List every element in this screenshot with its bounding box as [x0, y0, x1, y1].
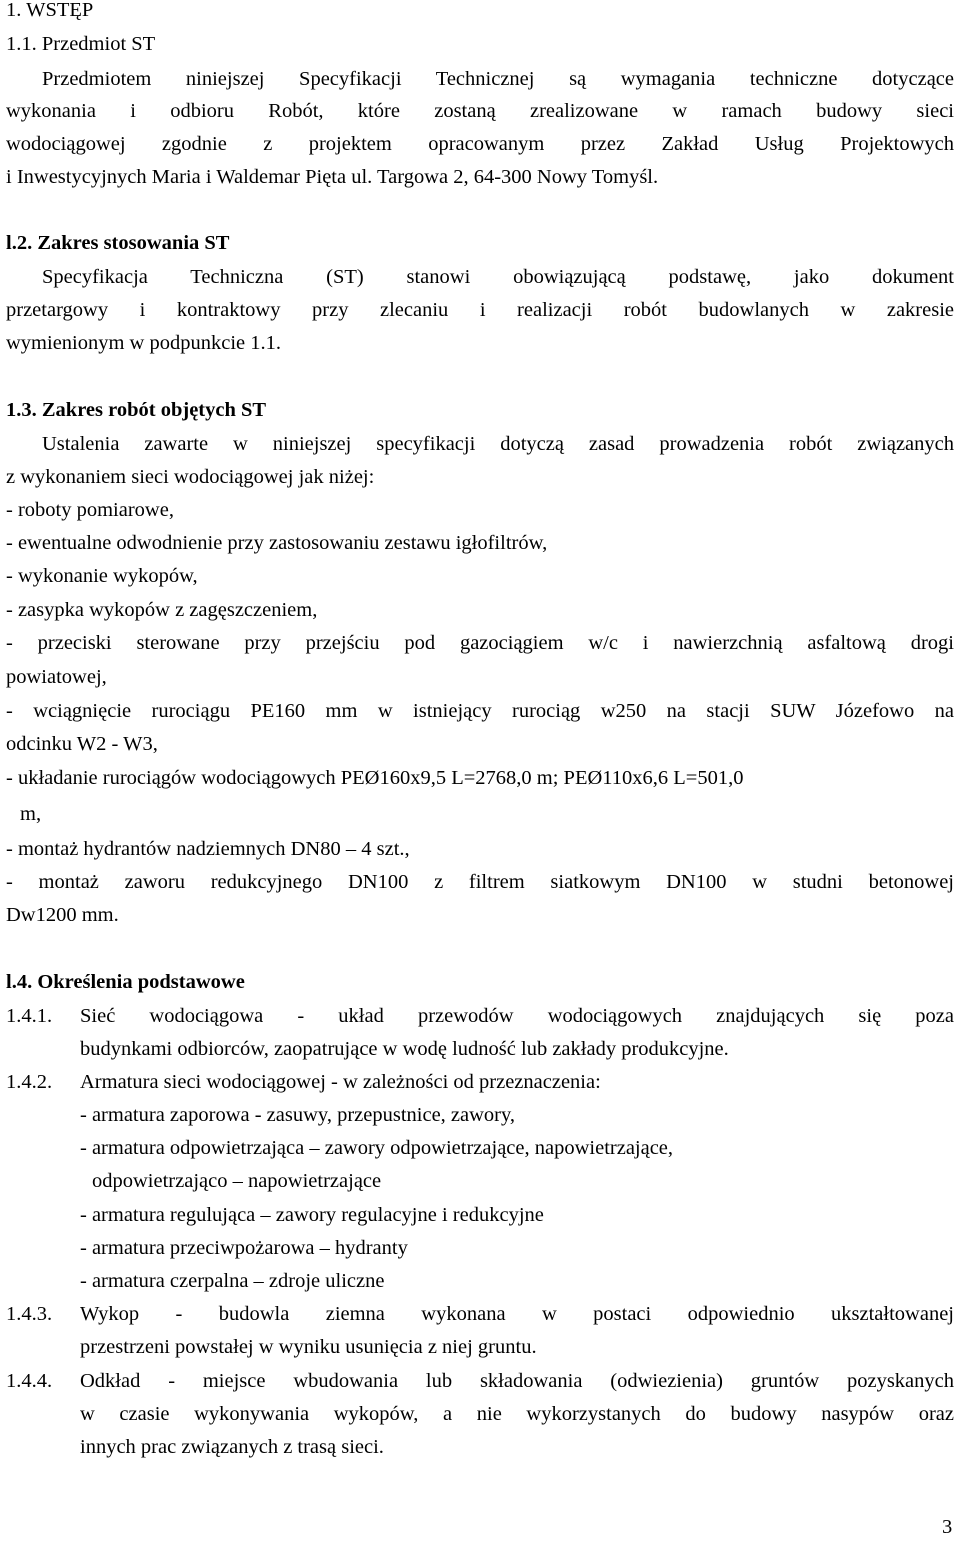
definition-line: w czasie wykonywania wykopów, a nie wykorzystanych do budowy nasypów oraz	[80, 1403, 954, 1425]
section-1-1-line: wodociągowej zgodnie z projektem opracowanym przez Zakład Usług Projektowych	[6, 133, 954, 155]
definition-line: przestrzeni powstałej w wyniku usunięcia z niej gruntu.	[80, 1336, 537, 1358]
section-1-1-line: Przedmiotem niniejszej Specyfikacji Technicznej są wymagania techniczne dotyczące	[42, 68, 954, 90]
scope-list-item: - montaż zaworu redukcyjnego DN100 z filtrem siatkowym DN100 w studni betonowej	[6, 871, 954, 893]
section-1-1-line: wykonania i odbioru Robót, które zostaną zrealizowane w ramach budowy sieci	[6, 100, 954, 122]
definition-line: Armatura sieci wodociągowej - w zależności od przeznaczenia:	[80, 1071, 601, 1093]
definition-number: 1.4.1.	[6, 1005, 53, 1027]
definition-line: Odkład - miejsce wbudowania lub składowania (odwiezienia) gruntów pozyskanych	[80, 1370, 954, 1392]
section-1-1-line: i Inwestycyjnych Maria i Waldemar Pięta ul. Targowa 2, 64-300 Nowy Tomyśl.	[6, 166, 659, 188]
scope-list-item: - przeciski sterowane przy przejściu pod gazociągiem w/c i nawierzchnią asfaltową drogi	[6, 632, 954, 654]
definition-number: 1.4.4.	[6, 1370, 53, 1392]
section-1-2-line: przetargowy i kontraktowy przy zlecaniu i realizacji robót budowlanych w zakresie	[6, 299, 954, 321]
chapter-heading: 1. WSTĘP	[6, 0, 94, 21]
scope-list-item: - wciągnięcie rurociągu PE160 mm w istniejący rurociąg w250 na stacji SUW Józefowo na	[6, 700, 954, 722]
armature-list-item: - armatura odpowietrzająca – zawory odpowietrzające, napowietrzające,	[80, 1137, 674, 1159]
armature-list-item: - armatura przeciwpożarowa – hydranty	[80, 1237, 408, 1259]
definition-line: Sieć wodociągowa - układ przewodów wodociągowych znajdujących się poza	[80, 1005, 954, 1027]
section-1-3-line: z wykonaniem sieci wodociągowej jak niżej:	[6, 466, 375, 488]
scope-list-item: odcinku W2 - W3,	[6, 733, 158, 755]
section-1-3-line: Ustalenia zawarte w niniejszej specyfikacji dotyczą zasad prowadzenia robót związanych	[42, 433, 954, 455]
scope-list-item: - montaż hydrantów nadziemnych DN80 – 4 szt.,	[6, 838, 410, 860]
page-number: 3	[942, 1516, 953, 1538]
armature-list-item: - armatura regulująca – zawory regulacyjne i redukcyjne	[80, 1204, 544, 1226]
section-1-2-line: wymienionym w podpunkcie 1.1.	[6, 332, 282, 354]
section-1-1-heading: 1.1. Przedmiot ST	[6, 33, 156, 55]
scope-list-item: powiatowej,	[6, 666, 107, 688]
section-1-4-heading: l.4. Określenia podstawowe	[6, 971, 245, 993]
section-1-3-heading: 1.3. Zakres robót objętych ST	[6, 399, 267, 421]
scope-list-item: - układanie rurociągów wodociągowych PEØ160x9,5 L=2768,0 m; PEØ110x6,6 L=501,0	[6, 767, 744, 789]
scope-list-item: - ewentualne odwodnienie przy zastosowaniu zestawu igłofiltrów,	[6, 532, 548, 554]
definition-line: innych prac związanych z trasą sieci.	[80, 1436, 384, 1458]
armature-list-item: odpowietrzająco – napowietrzające	[92, 1170, 382, 1192]
section-1-2-heading: l.2. Zakres stosowania ST	[6, 232, 230, 254]
armature-list-item: - armatura czerpalna – zdroje uliczne	[80, 1270, 385, 1292]
definition-number: 1.4.2.	[6, 1071, 53, 1093]
section-1-2-line: Specyfikacja Techniczna (ST) stanowi obowiązującą podstawę, jako dokument	[42, 266, 954, 288]
definition-number: 1.4.3.	[6, 1303, 53, 1325]
scope-list-item: - zasypka wykopów z zagęszczeniem,	[6, 599, 318, 621]
definition-line: Wykop - budowla ziemna wykonana w postaci odpowiednio ukształtowanej	[80, 1303, 954, 1325]
scope-list-item: m,	[20, 803, 42, 825]
scope-list-item: Dw1200 mm.	[6, 904, 119, 926]
armature-list-item: - armatura zaporowa - zasuwy, przepustnice, zawory,	[80, 1104, 516, 1126]
scope-list-item: - roboty pomiarowe,	[6, 499, 174, 521]
scope-list-item: - wykonanie wykopów,	[6, 565, 198, 587]
definition-line: budynkami odbiorców, zaopatrujące w wodę ludność lub zakłady produkcyjne.	[80, 1038, 729, 1060]
